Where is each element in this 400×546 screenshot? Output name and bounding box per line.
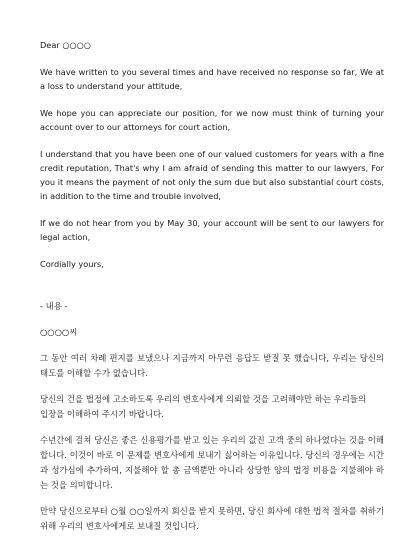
korean-paragraph-2 <box>40 392 384 422</box>
korean-paragraph-2-line-1: 당신의 건을 법정에 고소하도록 우리의 변호사에게 의뢰할 것을 고려해야만 하는 우리들의 <box>40 394 366 404</box>
korean-paragraph-4: 만약 당신으로부터 ○월 ○○일까지 회신을 받지 못하면, 당신 회사에 대한 법적 절차를 취하기 위해 우리의 변호사에게로 보내질 것입니다. <box>40 506 384 531</box>
korean-recipient: ○○○○씨 <box>40 327 78 337</box>
paragraph-1: We have written to you several times and have received no response so far, We at a loss to understand your attitude, <box>40 67 384 91</box>
paragraph-3: I understand that you have been one of our valued customers for years with a fine credit reputation, That's why I am afraid of sending this matter to our lawyers, For you it means the payment of not only the sum due but also substantial court costs, in addition to the time and trouble involved, <box>40 149 384 201</box>
paragraph-4: If we do not hear from you by May 30, your account will be sent to our lawyers for legal action, <box>40 218 384 242</box>
closing: Cordially yours, <box>40 259 104 269</box>
greeting: Dear ○○○○ <box>40 40 91 50</box>
letter-page <box>40 38 384 545</box>
korean-header: - 내용 - <box>40 301 68 311</box>
section-spacer <box>40 271 384 299</box>
korean-paragraph-2-line-2: 입장을 이해하여 주시기 바랍니다. <box>40 409 164 419</box>
korean-paragraph-3: 수년간에 걸쳐 당신은 좋은 신용평가를 받고 있는 우리의 값진 고객 중의 하나였다는 것을 이해합니다. 이것이 바로 이 문제를 변호사에게 보내기 싫어하는 이유입니다. 당신의 경우에는 시간과 성가심에 추가하여, 지불해야 할 총 금액뿐만 아니라 상당한 양의 법정 비용을 지불해야 하는 것을 의미합니다. <box>40 435 384 490</box>
korean-paragraph-1: 그 동안 여러 차례 편지를 보냈으나 지금까지 아무런 응답도 받질 못 했습니다, 우리는 당신의 태도를 이해할 수가 없습니다. <box>40 353 384 378</box>
paragraph-2: We hope you can appreciate our position, for we now must think of turning your account over to our attorneys for court action, <box>40 108 384 132</box>
